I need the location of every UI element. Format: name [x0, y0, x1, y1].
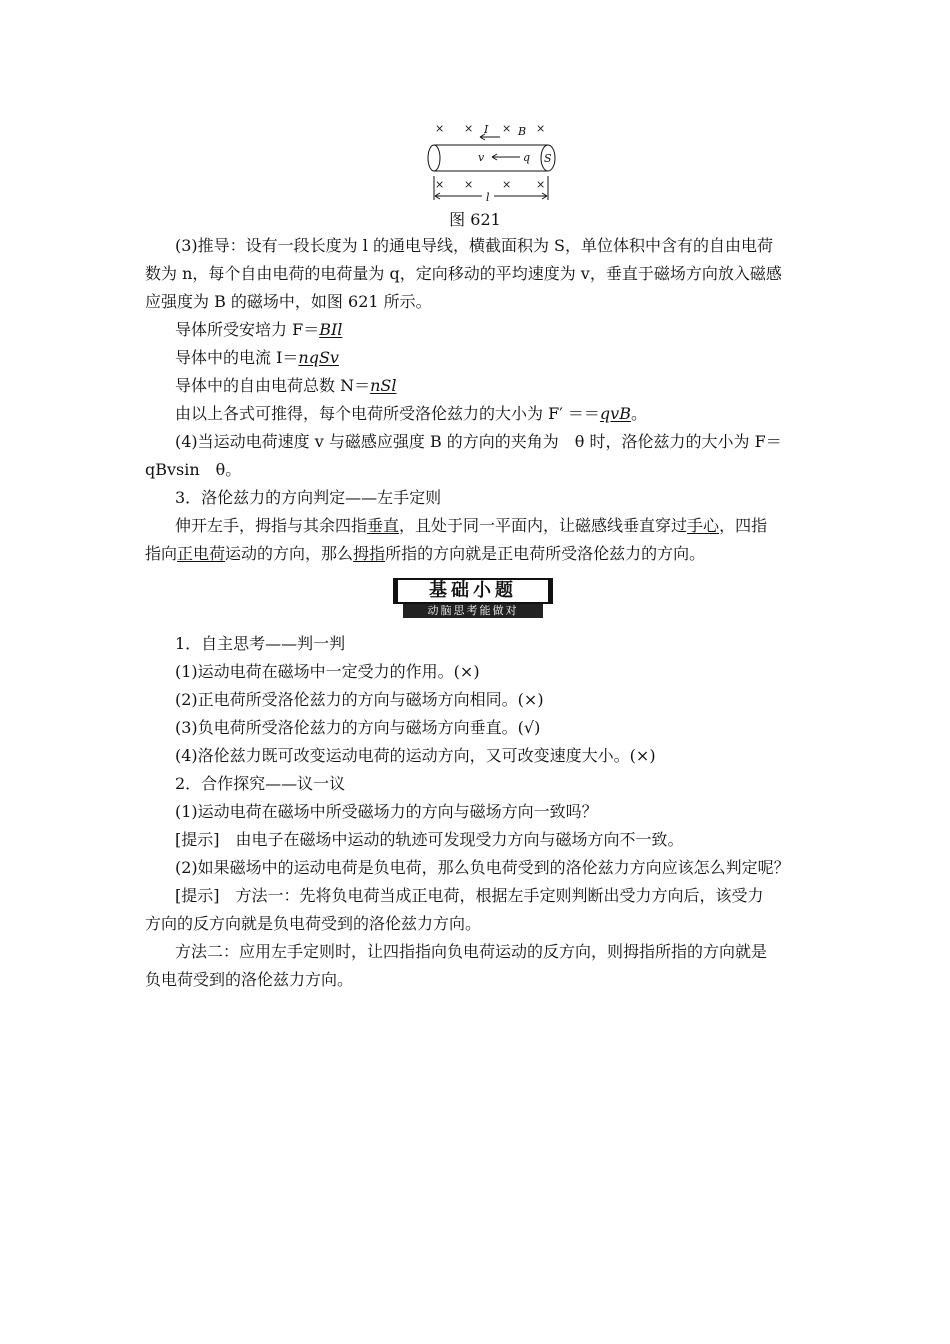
- judgement-item: (3)负电荷所受洛伦兹力的方向与磁场方向垂直。(√): [175, 718, 541, 737]
- method-2-line-1: 方法二：应用左手定则时，让四指指向负电荷运动的反方向，则拇指所指的方向就是: [175, 942, 768, 961]
- formula-lorentz-force: 由以上各式可推得，每个电荷所受洛伦兹力的大小为 F′ ＝＝qvB。: [175, 404, 647, 423]
- cross-mark: ×: [502, 178, 512, 191]
- discussion-hint-2-line-2: 方向的反方向就是负电荷受到的洛伦兹力方向。: [145, 914, 482, 933]
- length-arrow: [435, 193, 547, 199]
- exercise-1-heading: 1．自主思考——判一判: [175, 634, 346, 653]
- formula-answer: qvB: [599, 404, 631, 423]
- cross-mark: ×: [536, 122, 546, 135]
- cross-mark: ×: [435, 122, 445, 135]
- formula-answer: nSl: [370, 376, 397, 395]
- discussion-hint-2-line-1: [提示] 方法一：先将负电荷当成正电荷，根据左手定则判断出受力方向后，该受力: [175, 886, 764, 905]
- cross-mark: ×: [536, 178, 546, 191]
- derivation-line-3: 应强度为 B 的磁场中，如图 621 所示。: [145, 292, 432, 311]
- current-label: I: [484, 123, 489, 136]
- formula-ampere-force: 导体所受安培力 F＝BIl: [175, 320, 343, 339]
- figure-caption: 图 621: [449, 210, 501, 229]
- judgement-item: (1)运动电荷在磁场中一定受力的作用。(×): [175, 662, 480, 681]
- cross-mark: ×: [464, 178, 474, 191]
- angle-case-line-2: qBvsin θ。: [145, 460, 242, 479]
- method-2-line-2: 负电荷受到的洛伦兹力方向。: [145, 970, 354, 989]
- section-heading-left-hand-rule: 3．洛伦兹力的方向判定——左手定则: [175, 488, 442, 507]
- judgement-item: (2)正电荷所受洛伦兹力的方向与磁场方向相同。(×): [175, 690, 544, 709]
- banner-subtitle: 动脑思考能做对: [403, 604, 543, 618]
- conductor-figure: [420, 118, 570, 208]
- banner-title: 基础小题: [393, 578, 553, 604]
- area-label: S: [544, 152, 552, 165]
- velocity-arrow: [492, 154, 520, 160]
- discussion-hint-1: [提示] 由电子在磁场中运动的轨迹可发现受力方向与磁场方向不一致。: [175, 830, 684, 849]
- derivation-line-1: (3)推导：设有一段长度为 l 的通电导线，横截面积为 S，单位体积中含有的自由电荷: [175, 236, 774, 255]
- conductor-left-end: [428, 145, 440, 171]
- formula-answer: nqSv: [298, 348, 339, 367]
- derivation-line-2: 数为 n，每个自由电荷的电荷量为 q，定向移动的平均速度为 v，垂直于磁场方向放入磁感: [145, 264, 782, 283]
- cross-mark: ×: [502, 122, 512, 135]
- exercise-2-heading: 2．合作探究——议一议: [175, 774, 346, 793]
- section-banner: [393, 578, 553, 620]
- cross-mark: ×: [435, 178, 445, 191]
- cross-mark: ×: [464, 122, 474, 135]
- angle-case-line-1: (4)当运动电荷速度 v 与磁感应强度 B 的方向的夹角为 θ 时，洛伦兹力的大小为 F＝: [175, 432, 782, 451]
- current-arrow: [480, 134, 500, 140]
- velocity-label: v: [478, 151, 485, 164]
- judgement-item: (4)洛伦兹力既可改变运动电荷的运动方向，又可改变速度大小。(×): [175, 746, 656, 765]
- discussion-question-2: (2)如果磁场中的运动电荷是负电荷，那么负电荷受到的洛伦兹力方向应该怎么判定呢？: [175, 858, 790, 877]
- formula-answer: BIl: [319, 320, 343, 339]
- formula-current: 导体中的电流 I＝nqSv: [175, 348, 339, 367]
- length-label: l: [486, 191, 490, 204]
- discussion-question-1: (1)运动电荷在磁场中所受磁场力的方向与磁场方向一致吗？: [175, 802, 598, 821]
- formula-charge-count: 导体中的自由电荷总数 N＝nSl: [175, 376, 397, 395]
- charge-label: q: [523, 151, 531, 164]
- field-label: B: [518, 125, 527, 138]
- left-hand-rule-line-1: 伸开左手，拇指与其余四指垂直，且处于同一平面内，让磁感线垂直穿过手心，四指: [175, 516, 768, 535]
- left-hand-rule-line-2: 指向正电荷运动的方向，那么拇指所指的方向就是正电荷所受洛伦兹力的方向。: [145, 544, 706, 563]
